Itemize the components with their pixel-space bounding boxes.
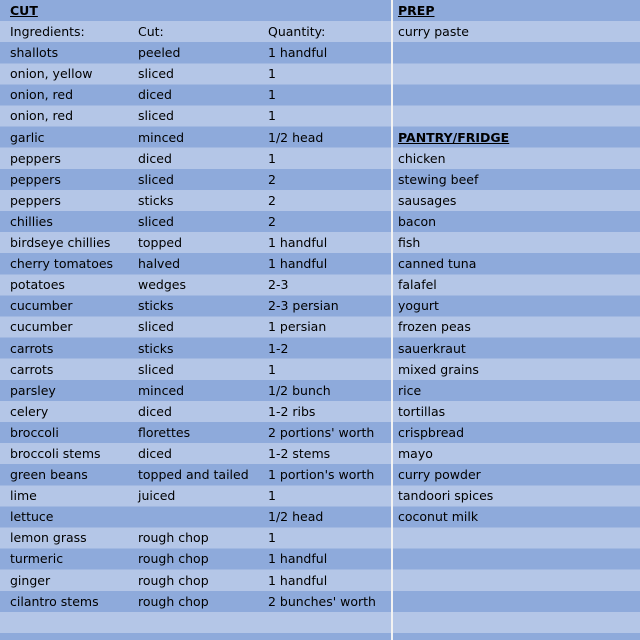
table-row: [0, 591, 391, 612]
table-row: [0, 148, 391, 169]
quantity-cell: 1/2 head: [268, 509, 324, 525]
table-row: [0, 401, 391, 422]
cut-cell: diced: [138, 87, 172, 103]
cut-cell: sliced: [138, 213, 174, 229]
pantry-item: [393, 211, 640, 232]
quantity-cell: 1-2 ribs: [268, 403, 316, 419]
table-row: [0, 190, 391, 211]
pantry-item: [393, 338, 640, 359]
quantity-cell: 1/2 bunch: [268, 382, 331, 398]
table-row: [0, 84, 391, 105]
pantry-item: [393, 169, 640, 190]
cut-cell: halved: [138, 256, 181, 272]
ingredient-cell: birdseye chillies: [10, 235, 111, 251]
ingredient-cell: ginger: [10, 572, 51, 588]
cut-cell: topped: [138, 235, 183, 251]
pantry-item-label: falafel: [398, 277, 437, 293]
pantry-item: [393, 464, 640, 485]
ingredient-cell: cherry tomatoes: [10, 256, 114, 272]
ingredient-cell: garlic: [10, 129, 45, 145]
pantry-item-label: yogurt: [398, 298, 439, 314]
quantity-cell: 1: [268, 150, 276, 166]
ingredient-cell: turmeric: [10, 551, 64, 567]
table-row: [0, 338, 391, 359]
quantity-cell: 2: [268, 192, 276, 208]
quantity-cell: 1 persian: [268, 319, 327, 335]
table-row: [0, 63, 391, 84]
quantity-cell: 2: [268, 213, 276, 229]
pantry-item-label: canned tuna: [398, 256, 477, 272]
pantry-item-label: bacon: [398, 213, 437, 229]
quantity-cell: 1: [268, 108, 276, 124]
ingredient-cell: shallots: [10, 45, 59, 61]
pantry-item: [393, 190, 640, 211]
quantity-cell: 1 portion's worth: [268, 467, 375, 483]
table-row: [0, 169, 391, 190]
quantity-cell: 1 handful: [268, 45, 328, 61]
pantry-title: PANTRY/FRIDGE: [398, 129, 510, 145]
pantry-item: [393, 401, 640, 422]
pantry-item-label: tortillas: [398, 403, 446, 419]
pantry-item-label: tandoori spices: [398, 488, 494, 504]
cut-cell: sticks: [138, 340, 174, 356]
cut-cell: sliced: [138, 108, 174, 124]
pantry-item-label: sauerkraut: [398, 340, 466, 356]
table-row: [0, 506, 391, 527]
header-ingredients: Ingredients:: [10, 24, 85, 40]
cut-cell: rough chop: [138, 572, 209, 588]
ingredient-cell: celery: [10, 403, 49, 419]
prep-title: PREP: [398, 3, 435, 18]
table-row: [0, 527, 391, 548]
ingredient-cell: cucumber: [10, 319, 73, 335]
quantity-cell: 1: [268, 87, 276, 103]
pantry-item: [393, 422, 640, 443]
pantry-item: [393, 443, 640, 464]
pantry-item: [393, 359, 640, 380]
table-row: [0, 42, 391, 63]
ingredient-cell: onion, red: [10, 108, 74, 124]
table-row: [0, 211, 391, 232]
ingredient-cell: potatoes: [10, 277, 65, 293]
quantity-cell: 2-3 persian: [268, 298, 339, 314]
table-row: [0, 253, 391, 274]
pantry-item: [393, 380, 640, 401]
ingredient-cell: green beans: [10, 467, 88, 483]
cut-cell: rough chop: [138, 593, 209, 609]
ingredient-cell: broccoli stems: [10, 445, 101, 461]
pantry-item-label: coconut milk: [398, 509, 479, 525]
cut-cell: minced: [138, 129, 185, 145]
pantry-item: [393, 148, 640, 169]
pantry-item: [393, 485, 640, 506]
table-row: [0, 127, 391, 148]
table-row: [0, 464, 391, 485]
prep-item: [393, 21, 640, 42]
cut-title-row: [0, 0, 391, 21]
quantity-cell: 1-2 stems: [268, 445, 331, 461]
cut-header-row: [0, 21, 391, 42]
ingredient-cell: cucumber: [10, 298, 73, 314]
ingredient-cell: peppers: [10, 150, 61, 166]
quantity-cell: 1 handful: [268, 572, 328, 588]
table-row: [0, 380, 391, 401]
cut-cell: rough chop: [138, 530, 209, 546]
table-row: [0, 274, 391, 295]
prep-title-row: [393, 0, 640, 21]
quantity-cell: 1: [268, 488, 276, 504]
ingredient-cell: broccoli: [10, 424, 59, 440]
cut-cell: sliced: [138, 171, 174, 187]
pantry-item-label: sausages: [398, 192, 457, 208]
cut-cell: diced: [138, 445, 172, 461]
cut-cell: sliced: [138, 66, 174, 82]
ingredient-cell: carrots: [10, 340, 54, 356]
empty-row: [393, 42, 640, 63]
right-section: [393, 0, 640, 527]
pantry-item: [393, 274, 640, 295]
table-row: [0, 548, 391, 569]
quantity-cell: 1-2: [268, 340, 289, 356]
quantity-cell: 1/2 head: [268, 129, 324, 145]
header-quantity: Quantity:: [268, 24, 326, 40]
cut-cell: sliced: [138, 361, 174, 377]
table-row: [0, 232, 391, 253]
pantry-item: [393, 232, 640, 253]
cut-cell: wedges: [138, 277, 186, 293]
quantity-cell: 1 handful: [268, 551, 328, 567]
cut-cell: juiced: [138, 488, 176, 504]
ingredient-cell: lime: [10, 488, 37, 504]
quantity-cell: 2 portions' worth: [268, 424, 375, 440]
table-row: [0, 295, 391, 316]
table-row: [0, 316, 391, 337]
quantity-cell: 1: [268, 66, 276, 82]
quantity-cell: 1 handful: [268, 256, 328, 272]
quantity-cell: 2-3: [268, 277, 289, 293]
pantry-item-label: rice: [398, 382, 422, 398]
cut-cell: florettes: [138, 424, 191, 440]
ingredient-cell: lemon grass: [10, 530, 87, 546]
pantry-item-label: chicken: [398, 150, 446, 166]
pantry-item-label: mayo: [398, 445, 433, 461]
ingredient-cell: peppers: [10, 192, 61, 208]
cut-cell: minced: [138, 382, 185, 398]
pantry-item-label: frozen peas: [398, 319, 471, 335]
cut-cell: sticks: [138, 298, 174, 314]
quantity-cell: 1 handful: [268, 235, 328, 251]
ingredient-cell: onion, yellow: [10, 66, 93, 82]
cut-cell: diced: [138, 403, 172, 419]
ingredient-cell: cilantro stems: [10, 593, 99, 609]
header-cut: Cut:: [138, 24, 164, 40]
table-row: [0, 422, 391, 443]
empty-row: [393, 105, 640, 126]
cut-cell: topped and tailed: [138, 467, 249, 483]
empty-row: [393, 63, 640, 84]
empty-row: [393, 84, 640, 105]
ingredient-cell: lettuce: [10, 509, 54, 525]
pantry-item: [393, 253, 640, 274]
quantity-cell: 2 bunches' worth: [268, 593, 376, 609]
table-row: [0, 105, 391, 126]
cut-cell: peeled: [138, 45, 181, 61]
ingredient-cell: parsley: [10, 382, 56, 398]
pantry-item-label: fish: [398, 235, 421, 251]
ingredient-cell: onion, red: [10, 87, 74, 103]
pantry-item-label: mixed grains: [398, 361, 479, 377]
quantity-cell: 1: [268, 361, 276, 377]
table-row: [0, 443, 391, 464]
prep-item-label: curry paste: [398, 24, 469, 40]
quantity-cell: 1: [268, 530, 276, 546]
pantry-item: [393, 295, 640, 316]
cut-cell: sliced: [138, 319, 174, 335]
pantry-item-label: stewing beef: [398, 171, 479, 187]
quantity-cell: 2: [268, 171, 276, 187]
pantry-title-row: [393, 127, 640, 148]
pantry-item: [393, 506, 640, 527]
cut-cell: sticks: [138, 192, 174, 208]
ingredient-cell: chillies: [10, 213, 53, 229]
pantry-item-label: curry powder: [398, 467, 481, 483]
table-row: [0, 359, 391, 380]
cut-title: CUT: [10, 3, 38, 18]
ingredient-cell: peppers: [10, 171, 61, 187]
cut-cell: rough chop: [138, 551, 209, 567]
cut-cell: diced: [138, 150, 172, 166]
ingredient-cell: carrots: [10, 361, 54, 377]
pantry-item-label: crispbread: [398, 424, 465, 440]
table-row: [0, 485, 391, 506]
table-row: [0, 570, 391, 591]
pantry-item: [393, 316, 640, 337]
